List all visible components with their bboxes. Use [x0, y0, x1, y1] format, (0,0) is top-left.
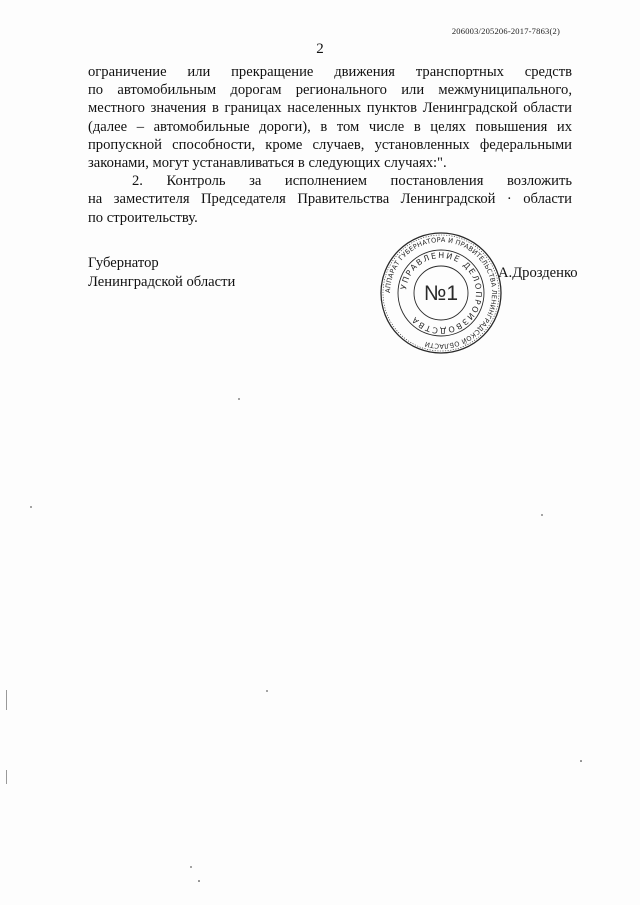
svg-text:УПРАВЛЕНИЕ ДЕЛОПРОИЗВОДСТВА: УПРАВЛЕНИЕ ДЕЛОПРОИЗВОДСТВА — [399, 250, 484, 336]
paragraph-1-line: пропускной способности, кроме случаев, установленных федеральными — [88, 136, 572, 153]
scan-speck — [266, 690, 268, 692]
svg-text:№1: №1 — [423, 282, 459, 305]
paragraph-1-line: ограничение или прекращение движения транспортных средств — [88, 64, 572, 80]
official-stamp — [378, 230, 504, 356]
document-body — [88, 63, 572, 227]
scan-speck — [30, 506, 32, 508]
document-id: 206003/205206-2017-7863(2) — [451, 26, 560, 36]
paragraph-1-line: (далее – автомобильные дороги), в том числе в целях повышения их — [88, 118, 572, 135]
svg-text:АППАРАТ ГУБЕРНАТОРА И ПРАВИТЕЛ: АППАРАТ ГУБЕРНАТОРА И ПРАВИТЕЛЬСТВА ЛЕНИНГРАДСКОЙ ОБЛАСТИ — [383, 235, 499, 351]
signatory-name: А.Дрозденко — [498, 265, 578, 281]
signatory-region: Ленинградской области — [88, 273, 236, 290]
scan-speck — [238, 398, 240, 400]
paragraph-2-line: 2. Контроль за исполнением постановления возложить — [132, 173, 572, 190]
signatory-position: Губернатор — [88, 255, 159, 271]
scan-speck — [541, 514, 543, 516]
scan-speck — [190, 866, 192, 868]
scan-edge-mark — [6, 690, 7, 710]
paragraph-1-line: по автомобильным дорогам регионального или межмуниципального, — [88, 82, 572, 99]
scan-speck — [580, 760, 582, 762]
scan-speck — [198, 880, 200, 882]
paragraph-1-line: законами, могут устанавливаться в следующих случаях:". — [88, 155, 447, 172]
page-number: 2 — [316, 41, 324, 57]
signatory-title — [88, 254, 235, 291]
paragraph-2-line: по строительству. — [88, 209, 198, 226]
paragraph-1-line: местного значения в границах населенных пунктов Ленинградской области — [88, 100, 572, 117]
scan-edge-mark — [6, 770, 7, 784]
paragraph-2-line: на заместителя Председателя Правительства Ленинградской · области — [88, 191, 572, 208]
